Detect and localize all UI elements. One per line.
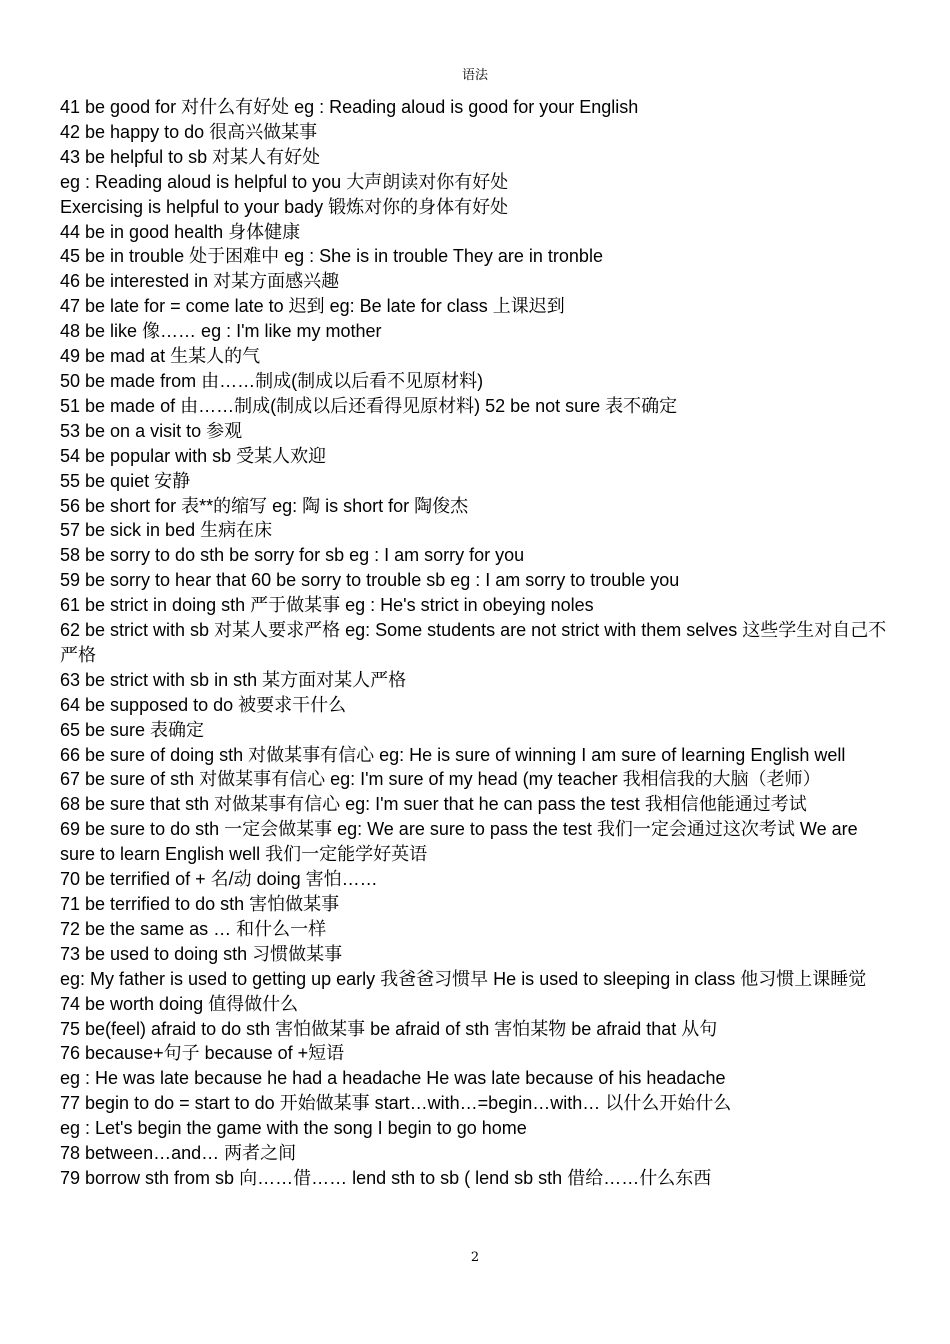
text-line: 64 be supposed to do 被要求干什么 bbox=[60, 694, 347, 715]
text-line: 47 be late for = come late to 迟到 eg: Be late for class 上课迟到 bbox=[60, 296, 565, 317]
text-line: 55 be quiet 安静 bbox=[60, 470, 191, 491]
text-line: eg : Reading aloud is helpful to you 大声朗读对你有好处 bbox=[60, 171, 509, 192]
text-line: 78 between…and… 两者之间 bbox=[60, 1143, 297, 1164]
text-line: 67 be sure of sth 对做某事有信心 eg: I'm sure of my head (my teacher 我相信我的大脑（老师） bbox=[60, 769, 821, 790]
text-line: eg: My father is used to getting up early 我爸爸习惯早 He is used to sleeping in class 他习惯上课睡觉 bbox=[60, 968, 867, 989]
text-line: 59 be sorry to hear that 60 be sorry to trouble sb eg : I am sorry to trouble you bbox=[60, 570, 680, 591]
text-line: 42 be happy to do 很高兴做某事 bbox=[60, 121, 318, 142]
text-line: 74 be worth doing 值得做什么 bbox=[60, 993, 299, 1014]
text-line: 61 be strict in doing sth 严于做某事 eg : He's strict in obeying noles bbox=[60, 595, 594, 616]
text-line: 62 be strict with sb 对某人要求严格 eg: Some students are not strict with them selves 这些学生对自己不严格 bbox=[60, 620, 887, 665]
text-line: 48 be like 像…… eg : I'm like my mother bbox=[60, 321, 382, 342]
text-line: 58 be sorry to do sth be sorry for sb eg : I am sorry for you bbox=[60, 545, 525, 566]
text-line: 72 be the same as … 和什么一样 bbox=[60, 918, 327, 939]
text-line: 54 be popular with sb 受某人欢迎 bbox=[60, 445, 327, 466]
text-line: 43 be helpful to sb 对某人有好处 bbox=[60, 146, 321, 167]
text-line: 79 borrow sth from sb 向……借…… lend sth to sb ( lend sb sth 借给……什么东西 bbox=[60, 1167, 712, 1188]
text-line: 41 be good for 对什么有好处 eg : Reading aloud is good for your English bbox=[60, 97, 639, 117]
text-line: 69 be sure to do sth 一定会做某事 eg: We are sure to pass the test 我们一定会通过这次考试 We are sure to learn English well 我们一定能学好英语 bbox=[60, 819, 863, 865]
text-line: 68 be sure that sth 对做某事有信心 eg: I'm suer that he can pass the test 我相信他能通过考试 bbox=[60, 794, 807, 815]
text-line: 57 be sick in bed 生病在床 bbox=[60, 520, 273, 541]
text-line: 66 be sure of doing sth 对做某事有信心 eg: He is sure of winning I am sure of learning English well bbox=[60, 744, 846, 765]
text-line: 77 begin to do = start to do 开始做某事 start…with…=begin…with… 以什么开始什么 bbox=[60, 1093, 732, 1114]
text-line: eg : Let's begin the game with the song I begin to go home bbox=[60, 1118, 527, 1139]
text-line: 53 be on a visit to 参观 bbox=[60, 420, 243, 441]
text-line: 56 be short for 表**的缩写 eg: 陶 is short for 陶俊杰 bbox=[60, 495, 469, 516]
text-line: 45 be in trouble 处于困难中 eg : She is in trouble They are in tronble bbox=[60, 246, 603, 267]
text-line: 65 be sure 表确定 bbox=[60, 719, 205, 740]
page-number: 2 bbox=[470, 1250, 480, 1265]
text-line: 44 be in good health 身体健康 bbox=[60, 221, 301, 242]
text-line: 49 be mad at 生某人的气 bbox=[60, 346, 261, 367]
text-line: 63 be strict with sb in sth 某方面对某人严格 bbox=[60, 669, 407, 690]
text-line: 71 be terrified to do sth 害怕做某事 bbox=[60, 894, 340, 914]
text-line: 50 be made from 由……制成(制成以后看不见原材料) bbox=[60, 370, 484, 391]
page-header: 语法 bbox=[461, 68, 488, 83]
text-line: 76 because+句子 because of +短语 bbox=[60, 1043, 345, 1064]
text-line: eg : He was late because he had a headache He was late because of his headache bbox=[60, 1068, 726, 1089]
text-line: 51 be made of 由……制成(制成以后还看得见原材料) 52 be not sure 表不确定 bbox=[60, 395, 678, 416]
text-line: 46 be interested in 对某方面感兴趣 bbox=[60, 271, 340, 292]
text-line: Exercising is helpful to your bady 锻炼对你的身体有好处 bbox=[60, 196, 509, 217]
text-line: 73 be used to doing sth 习惯做某事 bbox=[60, 943, 343, 964]
text-line: 70 be terrified of + 名/动 doing 害怕…… bbox=[60, 869, 378, 890]
text-line: 75 be(feel) afraid to do sth 害怕做某事 be afraid of sth 害怕某物 be afraid that 从句 bbox=[60, 1018, 718, 1039]
document-body bbox=[60, 95, 888, 1191]
